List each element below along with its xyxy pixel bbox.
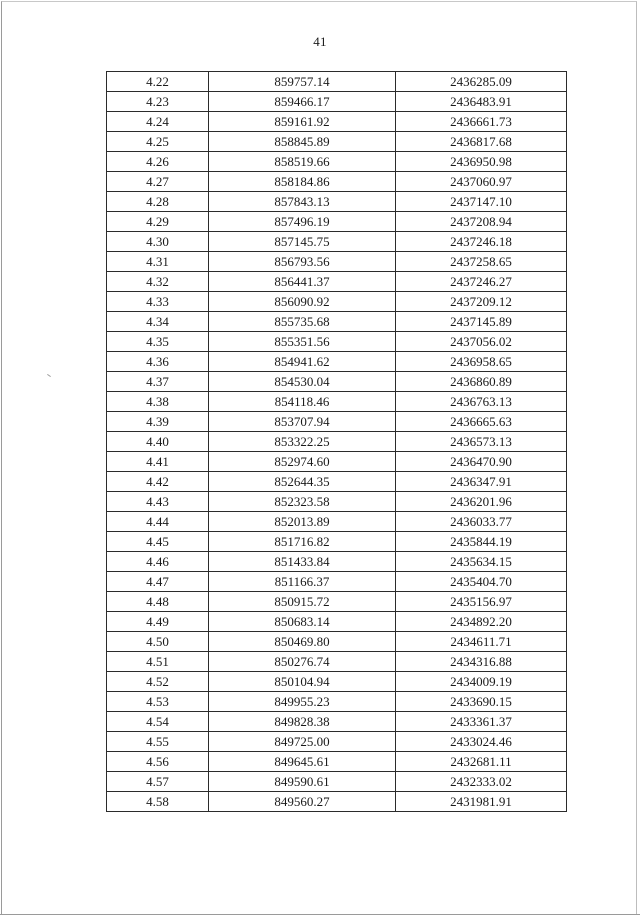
y-coordinate-cell: 2434892.20 (396, 612, 567, 632)
y-coordinate-cell: 2436817.68 (396, 132, 567, 152)
x-coordinate-cell: 856793.56 (209, 252, 396, 272)
point-number-cell: 4.53 (107, 692, 209, 712)
x-coordinate-cell: 850469.80 (209, 632, 396, 652)
x-coordinate-cell: 849560.27 (209, 792, 396, 812)
point-number-cell: 4.48 (107, 592, 209, 612)
point-number-cell: 4.43 (107, 492, 209, 512)
x-coordinate-cell: 859466.17 (209, 92, 396, 112)
y-coordinate-cell: 2432333.02 (396, 772, 567, 792)
point-number-cell: 4.29 (107, 212, 209, 232)
x-coordinate-cell: 851716.82 (209, 532, 396, 552)
x-coordinate-cell: 857145.75 (209, 232, 396, 252)
x-coordinate-cell: 859757.14 (209, 72, 396, 92)
x-coordinate-cell: 856441.37 (209, 272, 396, 292)
y-coordinate-cell: 2436347.91 (396, 472, 567, 492)
point-number-cell: 4.33 (107, 292, 209, 312)
point-number-cell: 4.41 (107, 452, 209, 472)
y-coordinate-cell: 2436033.77 (396, 512, 567, 532)
y-coordinate-cell: 2435156.97 (396, 592, 567, 612)
y-coordinate-cell: 2437246.27 (396, 272, 567, 292)
coordinates-table (106, 71, 567, 812)
point-number-cell: 4.26 (107, 152, 209, 172)
table-row (107, 492, 567, 512)
x-coordinate-cell: 850276.74 (209, 652, 396, 672)
point-number-cell: 4.35 (107, 332, 209, 352)
table-row (107, 692, 567, 712)
x-coordinate-cell: 851166.37 (209, 572, 396, 592)
y-coordinate-cell: 2436665.63 (396, 412, 567, 432)
table-row (107, 332, 567, 352)
table-row (107, 432, 567, 452)
y-coordinate-cell: 2437145.89 (396, 312, 567, 332)
x-coordinate-cell: 854941.62 (209, 352, 396, 372)
point-number-cell: 4.32 (107, 272, 209, 292)
y-coordinate-cell: 2436285.09 (396, 72, 567, 92)
point-number-cell: 4.51 (107, 652, 209, 672)
point-number-cell: 4.49 (107, 612, 209, 632)
y-coordinate-cell: 2432681.11 (396, 752, 567, 772)
point-number-cell: 4.30 (107, 232, 209, 252)
page-number: 41 (313, 34, 327, 49)
x-coordinate-cell: 849955.23 (209, 692, 396, 712)
y-coordinate-cell: 2434009.19 (396, 672, 567, 692)
table-row (107, 312, 567, 332)
y-coordinate-cell: 2435844.19 (396, 532, 567, 552)
point-number-cell: 4.52 (107, 672, 209, 692)
table-row (107, 392, 567, 412)
y-coordinate-cell: 2436661.73 (396, 112, 567, 132)
x-coordinate-cell: 858184.86 (209, 172, 396, 192)
y-coordinate-cell: 2436950.98 (396, 152, 567, 172)
table-row (107, 532, 567, 552)
x-coordinate-cell: 859161.92 (209, 112, 396, 132)
point-number-cell: 4.57 (107, 772, 209, 792)
table-row (107, 472, 567, 492)
table-row (107, 452, 567, 472)
x-coordinate-cell: 849725.00 (209, 732, 396, 752)
table-row (107, 572, 567, 592)
table-row (107, 792, 567, 812)
y-coordinate-cell: 2436470.90 (396, 452, 567, 472)
x-coordinate-cell: 852974.60 (209, 452, 396, 472)
point-number-cell: 4.38 (107, 392, 209, 412)
table-row (107, 292, 567, 312)
x-coordinate-cell: 854118.46 (209, 392, 396, 412)
table-row (107, 232, 567, 252)
table-row (107, 172, 567, 192)
x-coordinate-cell: 851433.84 (209, 552, 396, 572)
y-coordinate-cell: 2437056.02 (396, 332, 567, 352)
y-coordinate-cell: 2437246.18 (396, 232, 567, 252)
x-coordinate-cell: 857843.13 (209, 192, 396, 212)
x-coordinate-cell: 854530.04 (209, 372, 396, 392)
x-coordinate-cell: 850683.14 (209, 612, 396, 632)
y-coordinate-cell: 2437209.12 (396, 292, 567, 312)
point-number-cell: 4.27 (107, 172, 209, 192)
y-coordinate-cell: 2435634.15 (396, 552, 567, 572)
x-coordinate-cell: 852644.35 (209, 472, 396, 492)
table-row (107, 72, 567, 92)
table-row (107, 272, 567, 292)
x-coordinate-cell: 849828.38 (209, 712, 396, 732)
table-row (107, 672, 567, 692)
y-coordinate-cell: 2433690.15 (396, 692, 567, 712)
y-coordinate-cell: 2436763.13 (396, 392, 567, 412)
x-coordinate-cell: 850104.94 (209, 672, 396, 692)
point-number-cell: 4.34 (107, 312, 209, 332)
point-number-cell: 4.22 (107, 72, 209, 92)
table-row (107, 592, 567, 612)
table-row (107, 712, 567, 732)
x-coordinate-cell: 858845.89 (209, 132, 396, 152)
x-coordinate-cell: 849590.61 (209, 772, 396, 792)
table-row (107, 152, 567, 172)
point-number-cell: 4.36 (107, 352, 209, 372)
point-number-cell: 4.46 (107, 552, 209, 572)
y-coordinate-cell: 2436201.96 (396, 492, 567, 512)
table-row (107, 192, 567, 212)
x-coordinate-cell: 857496.19 (209, 212, 396, 232)
point-number-cell: 4.44 (107, 512, 209, 532)
x-coordinate-cell: 853322.25 (209, 432, 396, 452)
table-row (107, 512, 567, 532)
y-coordinate-cell: 2436860.89 (396, 372, 567, 392)
x-coordinate-cell: 850915.72 (209, 592, 396, 612)
x-coordinate-cell: 852323.58 (209, 492, 396, 512)
point-number-cell: 4.55 (107, 732, 209, 752)
coordinates-table-body (107, 72, 567, 812)
point-number-cell: 4.31 (107, 252, 209, 272)
point-number-cell: 4.56 (107, 752, 209, 772)
point-number-cell: 4.39 (107, 412, 209, 432)
point-number-cell: 4.24 (107, 112, 209, 132)
point-number-cell: 4.25 (107, 132, 209, 152)
x-coordinate-cell: 856090.92 (209, 292, 396, 312)
y-coordinate-cell: 2437208.94 (396, 212, 567, 232)
y-coordinate-cell: 2435404.70 (396, 572, 567, 592)
y-coordinate-cell: 2437060.97 (396, 172, 567, 192)
point-number-cell: 4.40 (107, 432, 209, 452)
y-coordinate-cell: 2437258.65 (396, 252, 567, 272)
y-coordinate-cell: 2436483.91 (396, 92, 567, 112)
y-coordinate-cell: 2433361.37 (396, 712, 567, 732)
x-coordinate-cell: 855735.68 (209, 312, 396, 332)
table-row (107, 112, 567, 132)
table-row (107, 92, 567, 112)
y-coordinate-cell: 2436958.65 (396, 352, 567, 372)
x-coordinate-cell: 849645.61 (209, 752, 396, 772)
x-coordinate-cell: 853707.94 (209, 412, 396, 432)
page-bottom-edge (0, 914, 640, 915)
table-row (107, 552, 567, 572)
table-row (107, 212, 567, 232)
table-row (107, 772, 567, 792)
point-number-cell: 4.58 (107, 792, 209, 812)
table-row (107, 632, 567, 652)
table-row (107, 352, 567, 372)
table-row (107, 412, 567, 432)
table-row (107, 752, 567, 772)
point-number-cell: 4.47 (107, 572, 209, 592)
point-number-cell: 4.28 (107, 192, 209, 212)
y-coordinate-cell: 2431981.91 (396, 792, 567, 812)
point-number-cell: 4.42 (107, 472, 209, 492)
point-number-cell: 4.45 (107, 532, 209, 552)
point-number-cell: 4.23 (107, 92, 209, 112)
point-number-cell: 4.54 (107, 712, 209, 732)
table-row (107, 132, 567, 152)
y-coordinate-cell: 2433024.46 (396, 732, 567, 752)
x-coordinate-cell: 852013.89 (209, 512, 396, 532)
table-row (107, 252, 567, 272)
y-coordinate-cell: 2436573.13 (396, 432, 567, 452)
table-row (107, 612, 567, 632)
y-coordinate-cell: 2434611.71 (396, 632, 567, 652)
x-coordinate-cell: 855351.56 (209, 332, 396, 352)
y-coordinate-cell: 2437147.10 (396, 192, 567, 212)
x-coordinate-cell: 858519.66 (209, 152, 396, 172)
point-number-cell: 4.37 (107, 372, 209, 392)
table-row (107, 372, 567, 392)
table-row (107, 652, 567, 672)
table-row (107, 732, 567, 752)
y-coordinate-cell: 2434316.88 (396, 652, 567, 672)
point-number-cell: 4.50 (107, 632, 209, 652)
